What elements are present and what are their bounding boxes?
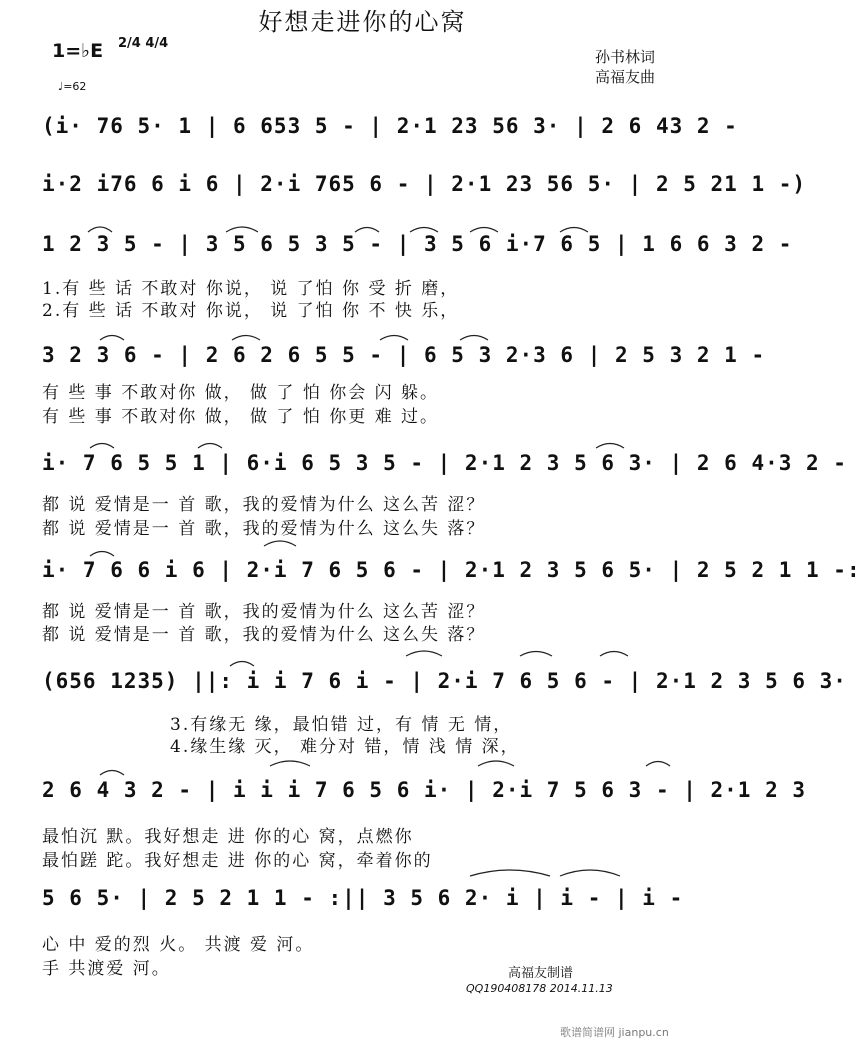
system-notes: 1 2 3 5 - | 3 5 6 5 3 5 - | 3 5 6 i·7 6 5 | 1 6 6 3 2 - bbox=[42, 232, 793, 256]
system-notes: (i· 76 5· 1 | 6 653 5 - | 2·1 23 56 3· | 2 6 43 2 - bbox=[42, 114, 738, 138]
transcriber-credit: 高福友制谱 bbox=[508, 966, 574, 981]
notation-system-2 bbox=[42, 172, 807, 202]
system-notes: 5 6 5· | 2 5 2 1 1 - :|| 3 5 6 2· i | i - | i - bbox=[42, 886, 684, 910]
site-watermark: 歌谱简谱网 jianpu.cn bbox=[560, 1026, 669, 1039]
lyric-line: 都 说 爱情是一 首 歌，我的爱情为什么 这么失 落？ bbox=[42, 625, 486, 645]
tempo-marking: ♩=62 bbox=[58, 80, 87, 93]
song-title: 好想走进你的心窝 bbox=[258, 8, 467, 36]
lyric-line: 4.缘生缘 灭， 难分对 错，情 浅 情 深， bbox=[170, 737, 520, 757]
system-notes: i· 7 6 5 5 1 | 6·i 6 5 3 5 - | 2·1 2 3 5 6 3· | 2 6 4·3 2 - bbox=[42, 451, 847, 475]
system-notes: i· 7 6 6 i 6 | 2·i 7 6 5 6 - | 2·1 2 3 5 6 5· | 2 5 2 1 1 -: bbox=[42, 558, 861, 582]
system-notes: i·2 i76 6 i 6 | 2·i 765 6 - | 2·1 23 56 5· | 2 5 21 1 -) bbox=[42, 172, 807, 196]
lyric-line: 3.有缘无 缘，最怕错 过，有 情 无 情， bbox=[170, 715, 513, 735]
time-signature: 2/4 4/4 bbox=[118, 36, 169, 51]
system-notes: (656 1235) ||: i i 7 6 i - | 2·i 7 6 5 6 - | 2·1 2 3 5 6 3· bbox=[42, 669, 847, 693]
notation-system-6 bbox=[42, 558, 861, 588]
composer-credit: 高福友曲 bbox=[595, 68, 656, 86]
notation-system-5 bbox=[42, 451, 847, 481]
key-signature: 1=♭E bbox=[52, 40, 104, 62]
lyric-line: 都 说 爱情是一 首 歌，我的爱情为什么 这么失 落？ bbox=[42, 519, 486, 539]
notation-system-4 bbox=[42, 343, 766, 373]
system-notes: 3 2 3 6 - | 2 6 2 6 5 5 - | 6 5 3 2·3 6 | 2 5 3 2 1 - bbox=[42, 343, 766, 367]
notation-system-9 bbox=[42, 886, 714, 916]
contact-date: QQ190408178 2014.11.13 bbox=[466, 982, 613, 995]
lyric-line: 手 共渡爱 河。 bbox=[42, 959, 171, 979]
lyric-line: 最怕蹉 跎。我好想走 进 你的心 窝，牵着你的 bbox=[42, 851, 433, 871]
system-notes: 2 6 4 3 2 - | i i i 7 6 5 6 i· | 2·i 7 5 6 3 - | 2·1 2 3 bbox=[42, 778, 807, 802]
lyric-line: 都 说 爱情是一 首 歌，我的爱情为什么 这么苦 涩？ bbox=[42, 602, 486, 622]
notation-system-1 bbox=[42, 114, 738, 144]
lyric-line: 有 些 事 不敢对你 做， 做 了 怕 你会 闪 躲。 bbox=[42, 383, 440, 403]
lyricist-credit: 孙书林词 bbox=[595, 48, 656, 66]
lyric-line: 最怕沉 默。我好想走 进 你的心 窝，点燃你 bbox=[42, 827, 414, 847]
lyric-line: 2.有 些 话 不敢对 你说， 说 了怕 你 不 快 乐， bbox=[42, 301, 460, 321]
lyric-line: 有 些 事 不敢对你 做， 做 了 怕 你更 难 过。 bbox=[42, 407, 440, 427]
notation-system-8 bbox=[42, 778, 807, 808]
notation-system-7 bbox=[42, 669, 847, 699]
lyric-line: 1.有 些 话 不敢对 你说， 说 了怕 你 受 折 磨， bbox=[42, 279, 460, 299]
lyric-line: 都 说 爱情是一 首 歌，我的爱情为什么 这么苦 涩？ bbox=[42, 495, 486, 515]
lyric-line: 心 中 爱的烈 火。 共渡 爱 河。 bbox=[42, 935, 315, 955]
notation-system-3 bbox=[42, 232, 793, 262]
